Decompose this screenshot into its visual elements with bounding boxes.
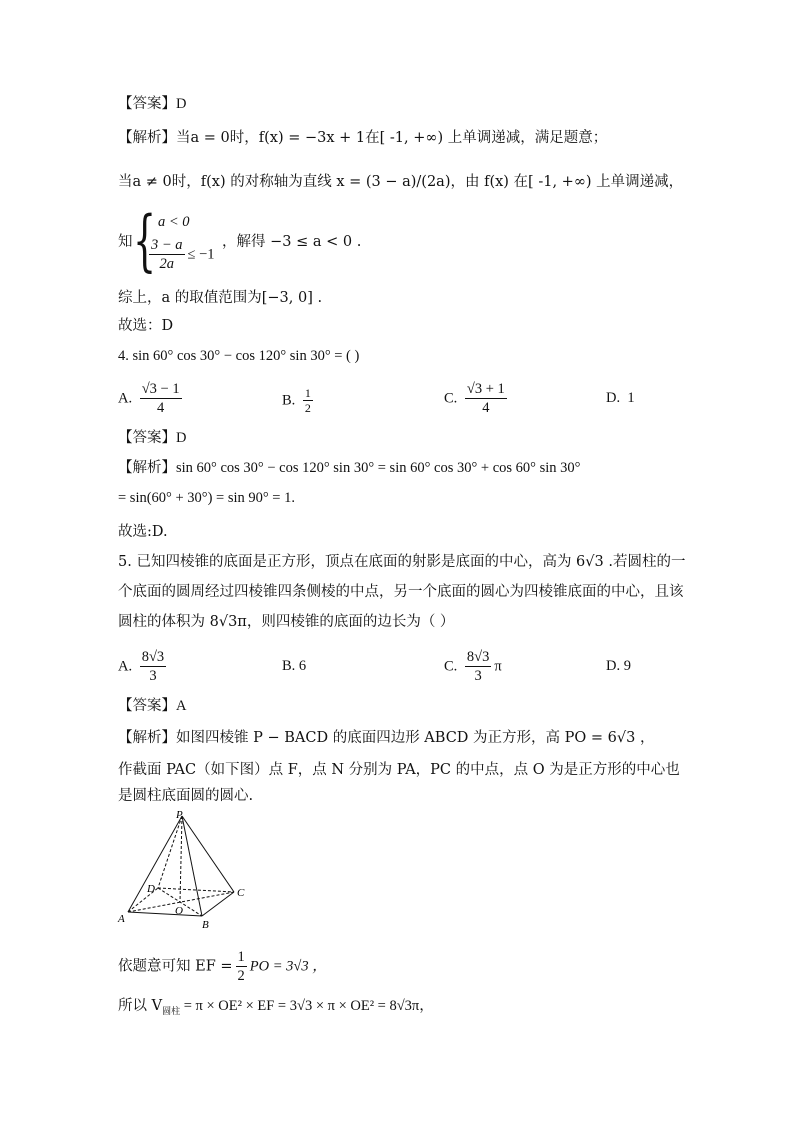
analysis-label: 【解析】 [118,130,176,146]
q3-analysis-line1 [118,128,607,148]
system-fraction: $\frac{3 - a}{2a}$ [151,237,183,272]
analysis-text: 当a = 0时，f(x) = −3x + 1在[ -1, +∞) 上单调递减，满足题意； [176,130,608,146]
system-row1: a < 0 [158,214,190,230]
q4-analysis-line1: 【解析】sin 60° cos 30° − cos 120° sin 30° = sin 60° cos 30° + cos 60° sin 30° [118,460,581,476]
q5-option-b: B. 6 [282,658,307,674]
q5-option-a: A. $\frac{8√3}{3}$ [118,649,165,684]
q4-option-b: B. $\frac{1}{2}$ [282,386,311,415]
label-O: O [175,905,183,917]
q5-analysis-line3: 是圆柱底面圆的圆心. [118,788,254,804]
label-C: C [237,887,245,899]
q5-option-c: C. $\frac{8√3}{3}$ π [444,649,502,684]
q5-stem-line3: 圆柱的体积为 8√3π，则四棱锥的底面的边长为（ ） [118,614,455,630]
q3-summary: 综上，a 的取值范围为[−3, 0] . [118,290,323,306]
label-A: A [118,913,125,925]
q4-option-a: A. $\frac{√3 - 1}{4}$ [118,381,180,416]
edge-BC [202,892,234,916]
q4-option-c: C. $\frac{√3 + 1}{4}$ [444,381,505,416]
edge-PA [128,816,182,912]
q4-choose: 故选:D. [118,524,168,540]
pyramid-figure [116,808,256,934]
label-D: D [147,883,155,895]
q3-analysis-line2: 当a ≠ 0时，f(x) 的对称轴为直线 x = (3 − a)/(2a)，由 f(x) 在[ -1, +∞) 上单调递减， [118,174,684,190]
answer-label: 【答案】 [118,96,176,112]
q5-answer-line: 【答案】A [118,698,187,714]
system-row2: $\frac{3 - a}{2a}$ ≤ −1 [151,237,215,272]
q5-analysis-line4: 依题意可知 EF = $\frac{1}{2}$ PO = 3√3 ， [118,949,327,984]
edge-DC [158,888,234,892]
label-P: P [176,809,183,821]
system-brace: { [133,202,157,279]
q4-answer-line: 【答案】D [118,430,187,446]
q5-stem-line2: 个底面的圆周经过四棱锥四条侧棱的中点，另一个底面的圆心为四棱锥底面的中心，且该 [118,584,684,600]
label-B: B [202,919,209,931]
q3-choose: 故选：D [118,318,174,334]
system-tail: ，解得 −3 ≤ a < 0 . [222,234,362,250]
q3-know: 知 [118,234,133,250]
answer-value: D [176,96,187,112]
q3-answer-line [118,94,186,114]
q5-option-d: D. 9 [606,658,631,674]
edge-AB [128,912,202,916]
q5-analysis-line1: 【解析】如图四棱锥 P − BACD 的底面四边形 ABCD 为正方形，高 PO = 6√3 ， [118,730,655,746]
q5-analysis-line5: 所以 $V_{圆柱} = \pi \times OE^2$ × EF = 3√3 × π × OE² = 8√3π， [118,998,434,1017]
q5-stem-line1: 5. 已知四棱锥的底面是正方形，顶点在底面的射影是底面的中心，高为 6√3 .若圆柱的一 [118,554,686,570]
q4-option-d: D. 1 [606,390,635,406]
q4-analysis-line2: = sin(60° + 30°) = sin 90° = 1. [118,490,295,506]
q4-stem: 4. sin 60° cos 30° − cos 120° sin 30° = ( ) [118,348,360,364]
q5-analysis-line2: 作截面 PAC（如下图）点 F，点 N 分别为 PA，PC 的中点，点 O 为是正方形的中心也 [118,762,680,778]
